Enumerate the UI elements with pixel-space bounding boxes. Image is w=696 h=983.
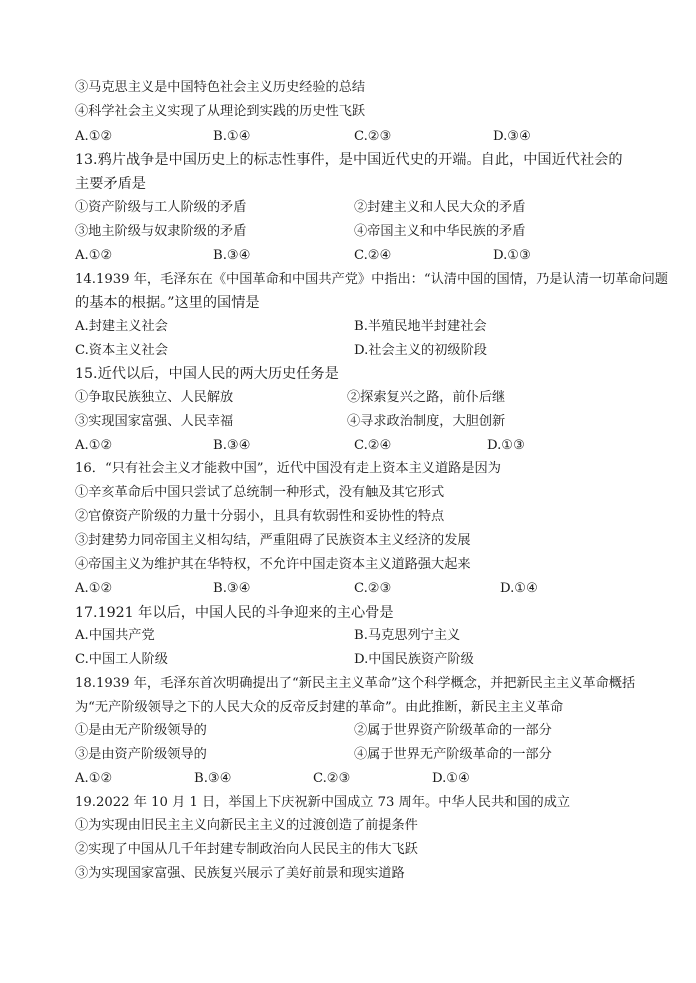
q15-statement-4: ④寻求政治制度，大胆创新	[347, 414, 506, 429]
q13-option-d: D.①③	[493, 248, 531, 263]
q14-stem-line-2: 的基本的根据。”这里的国情是	[75, 295, 260, 311]
q17-option-d: D.中国民族资产阶级	[354, 652, 474, 667]
q18-statement-4: ④属于世界无产阶级革命的一部分	[354, 747, 552, 762]
q15-statement-1: ①争取民族独立、人民解放	[75, 390, 234, 405]
q13-stem-line-1: 13.鸦片战争是中国历史上的标志性事件，是中国近代史的开端。自此，中国近代社会的	[75, 152, 623, 168]
q13-option-a: A.①②	[75, 248, 113, 263]
q16-option-a: A.①②	[75, 581, 113, 596]
q13-stem-line-2: 主要矛盾是	[75, 176, 146, 192]
q13-statement-4: ④帝国主义和中华民族的矛盾	[354, 224, 526, 239]
q13-option-b: B.③④	[213, 248, 251, 263]
q12-statement-4: ④科学社会主义实现了从理论到实践的历史性飞跃	[75, 104, 366, 119]
q16-option-d: D.①④	[500, 581, 538, 596]
q12-statement-3: ③马克思主义是中国特色社会主义历史经验的总结	[75, 80, 366, 95]
q17-option-b: B.马克思列宁主义	[354, 628, 461, 643]
q12-option-c: C.②③	[354, 129, 392, 144]
q16-stem: 16．“只有社会主义才能救中国”，近代中国没有走上资本主义道路是因为	[75, 461, 501, 476]
q16-statement-1: ①辛亥革命后中国只尝试了总统制一种形式，没有触及其它形式	[75, 485, 445, 500]
q19-statement-1: ①为实现由旧民主主义向新民主主义的过渡创造了前提条件	[75, 818, 418, 833]
q19-stem: 19.2022 年 10 月 1 日，举国上下庆祝新中国成立 73 周年。中华人民共和国的成立	[75, 795, 571, 810]
q15-option-b: B.③④	[213, 438, 251, 453]
q12-option-b: B.①④	[213, 129, 251, 144]
q15-statement-3: ③实现国家富强、人民幸福	[75, 414, 234, 429]
q16-statement-4: ④帝国主义为维护其在华特权，不允许中国走资本主义道路强大起来	[75, 557, 471, 572]
q19-statement-2: ②实现了中国从几千年封建专制政治向人民民主的伟大飞跃	[75, 842, 418, 857]
q13-statement-2: ②封建主义和人民大众的矛盾	[354, 200, 526, 215]
q15-option-a: A.①②	[75, 438, 113, 453]
q18-stem-line-1: 18.1939 年，毛泽东首次明确提出了“新民主主义革命”这个科学概念，并把新民主主义革命概括	[75, 676, 636, 691]
q17-stem: 17.1921 年以后，中国人民的斗争迎来的主心骨是	[75, 605, 394, 621]
q17-option-c: C.中国工人阶级	[75, 652, 168, 667]
q16-option-b: B.③④	[213, 581, 251, 596]
q16-option-c: C.②③	[354, 581, 392, 596]
q15-stem: 15.近代以后，中国人民的两大历史任务是	[75, 366, 339, 382]
q15-option-c: C.②④	[354, 438, 392, 453]
q14-stem-line-1: 14.1939 年，毛泽东在《中国革命和中国共产党》中指出：“认清中国的国情，乃是认清一切革命问题	[75, 272, 668, 287]
q13-statement-3: ③地主阶级与奴隶阶级的矛盾	[75, 224, 247, 239]
q16-statement-3: ③封建势力同帝国主义相勾结，严重阻碍了民族资本主义经济的发展	[75, 533, 471, 548]
q12-option-a: A.①②	[75, 129, 113, 144]
q13-statement-1: ①资产阶级与工人阶级的矛盾	[75, 200, 247, 215]
q15-statement-2: ②探索复兴之路，前仆后继	[347, 390, 506, 405]
q19-statement-3: ③为实现国家富强、民族复兴展示了美好前景和现实道路	[75, 866, 405, 881]
q17-option-a: A.中国共产党	[75, 628, 155, 643]
q12-option-d: D.③④	[493, 129, 531, 144]
q18-statement-1: ①是由无产阶级领导的	[75, 723, 207, 738]
q18-option-b: B.③④	[194, 771, 232, 786]
q14-option-d: D.社会主义的初级阶段	[354, 343, 487, 358]
q14-option-c: C.资本主义社会	[75, 343, 168, 358]
q18-stem-line-2: 为“无产阶级领导之下的人民大众的反帝反封建的革命”。由此推断，新民主主义革命	[75, 700, 564, 715]
q18-option-d: D.①④	[432, 771, 470, 786]
q18-statement-3: ③是由资产阶级领导的	[75, 747, 207, 762]
q18-option-a: A.①②	[75, 771, 113, 786]
q18-statement-2: ②属于世界资产阶级革命的一部分	[354, 723, 552, 738]
q16-statement-2: ②官僚资产阶级的力量十分弱小，且具有软弱性和妥协性的特点	[75, 509, 445, 524]
q14-option-a: A.封建主义社会	[75, 319, 168, 334]
q18-option-c: C.②③	[313, 771, 351, 786]
q14-option-b: B.半殖民地半封建社会	[354, 319, 487, 334]
q13-option-c: C.②④	[354, 248, 392, 263]
q15-option-d: D.①③	[487, 438, 525, 453]
